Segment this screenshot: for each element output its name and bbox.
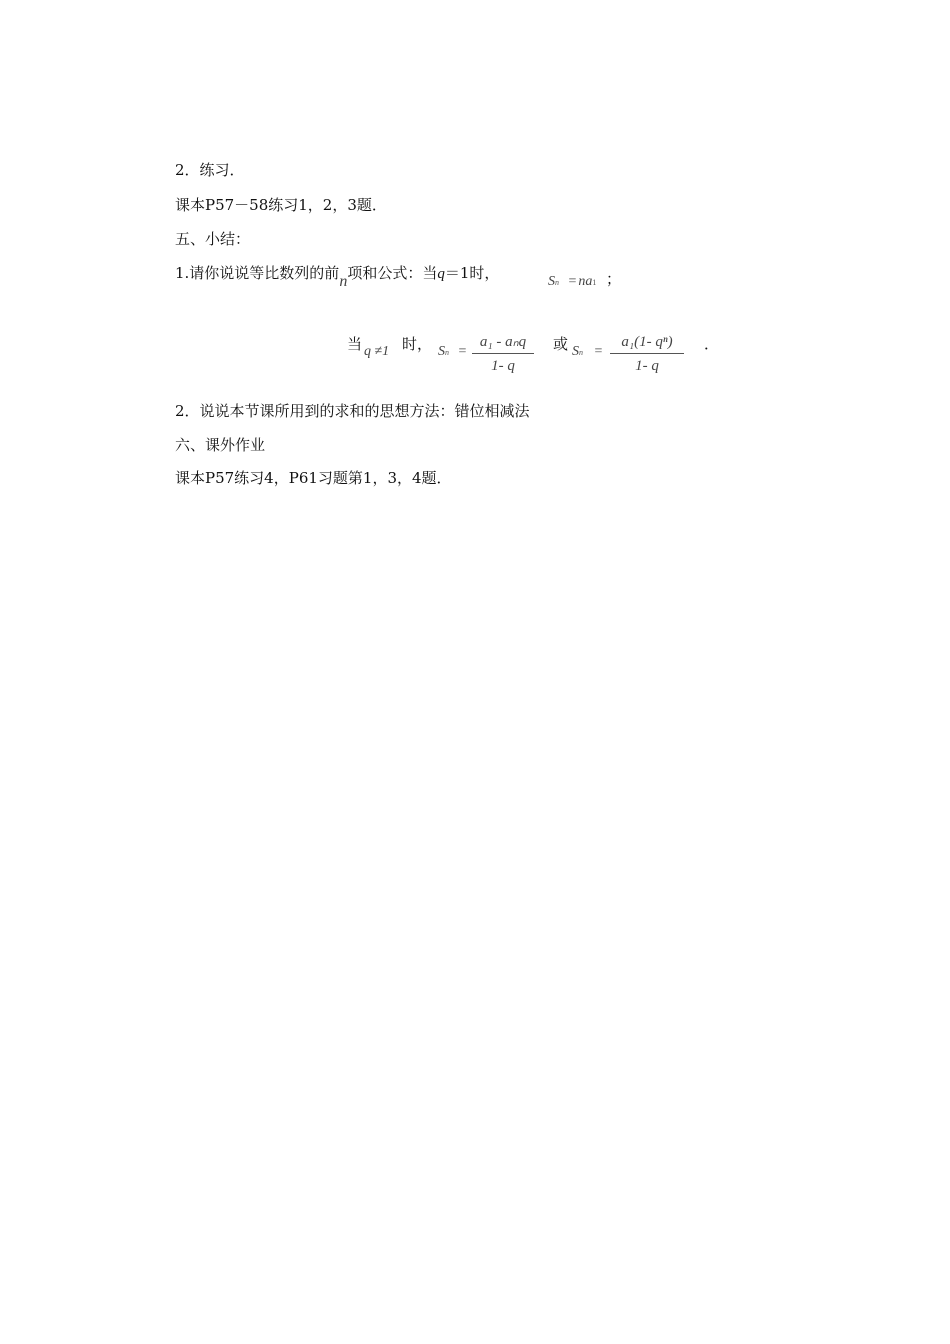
formula-eq-2: =: [458, 344, 467, 359]
semicolon: ；: [606, 270, 622, 288]
homework-heading: 六、课外作业: [175, 436, 266, 454]
formula-s: S: [548, 274, 555, 289]
formula-s-2: S: [438, 344, 445, 359]
summary-item-1-text2: 项和公式：当: [347, 264, 438, 282]
formula-sn-right: [572, 344, 602, 360]
fraction-1-numerator: a₁ - aₙq: [472, 333, 534, 354]
formula-eq-3: =: [594, 344, 603, 359]
formula-sn-left: [438, 344, 466, 360]
condition-shi: 时，: [402, 335, 433, 353]
formula-sub-n: n: [555, 278, 559, 287]
practice-detail: 课本P57－58练习1，2，3题．: [175, 196, 387, 214]
or-text: 或: [553, 335, 569, 353]
formula-sub-1: 1: [592, 278, 597, 287]
variable-q: q: [437, 266, 445, 282]
fraction-2: [610, 333, 684, 375]
condition-q-not-1: q ≠1: [364, 344, 390, 359]
homework-detail: 课本P57练习4，P61习题第1，3，4题．: [175, 469, 452, 487]
summary-item-1-text3: ＝1时，: [444, 264, 500, 282]
summary-item-1: [175, 263, 500, 290]
formula-s-3: S: [572, 344, 579, 359]
practice-heading: 2．练习．: [175, 161, 245, 179]
period: ．: [704, 335, 720, 353]
summary-item-1-text: 1.请你说说等比数列的前: [175, 264, 340, 282]
fraction-2-numerator: a₁(1- qⁿ): [610, 333, 684, 354]
summary-heading: 五、小结：: [175, 230, 251, 248]
formula-na: na: [578, 274, 593, 289]
fraction-2-denominator: 1- q: [635, 358, 659, 374]
condition-dang: 当: [347, 335, 363, 353]
fraction-1-denominator: 1- q: [491, 358, 515, 374]
formula-sub-n-3: n: [579, 348, 583, 357]
formula-sn-equals-na1: [548, 274, 596, 290]
formula-eq: =: [568, 274, 577, 289]
summary-item-2: 2．说说本节课所用到的求和的思想方法：错位相减法: [175, 402, 530, 420]
variable-n: n: [339, 273, 348, 290]
fraction-1: [472, 333, 534, 375]
formula-sub-n-2: n: [445, 348, 449, 357]
